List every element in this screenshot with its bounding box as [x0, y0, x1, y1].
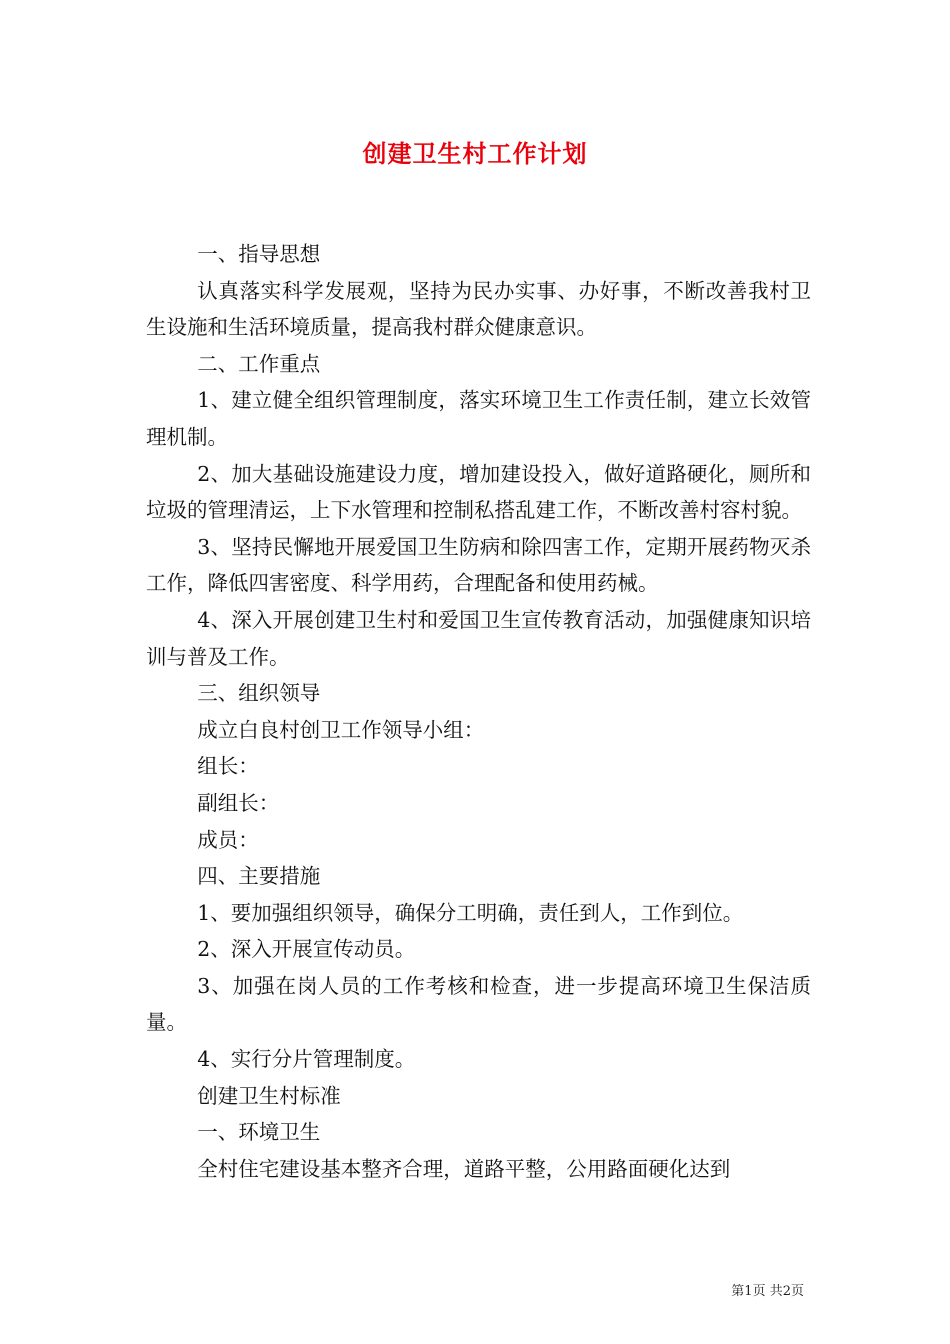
paragraph: 成立白良村创卫工作领导小组：: [197, 717, 485, 742]
paragraph: 2、加大基础设施建设力度，增加建设投入，做好道路硬化，厕所和垃圾的管理清运，上下水管理和控制私搭乱建工作，不断改善村容村貌。: [146, 461, 811, 523]
section-heading-work-focus: 二、工作重点: [197, 351, 321, 376]
section-heading-environment: 一、环境卫生: [197, 1120, 321, 1145]
footer-prefix: 第: [731, 1284, 745, 1299]
footer-suffix: 页: [790, 1284, 804, 1299]
section-heading-leadership: 三、组织领导: [197, 681, 321, 706]
section-heading-standards: 创建卫生村标准: [197, 1083, 341, 1108]
paragraph: 4、深入开展创建卫生村和爱国卫生宣传教育活动，加强健康知识培训与普及工作。: [146, 607, 811, 669]
paragraph: 1、建立健全组织管理制度，落实环境卫生工作责任制，建立长效管理机制。: [146, 388, 811, 449]
section-heading-guiding-thought: 一、指导思想: [197, 242, 321, 266]
document-body: [146, 236, 811, 1187]
paragraph: 2、深入开展宣传动员。: [197, 937, 416, 962]
paragraph: 全村住宅建设基本整齐合理，道路平整，公用路面硬化达到: [197, 1156, 731, 1181]
footer-middle: 页 共: [752, 1284, 783, 1299]
deputy-leader-line: 副组长：: [197, 790, 280, 815]
footer-total-pages: 2: [782, 1284, 791, 1299]
footer-current-page: 1: [744, 1284, 753, 1299]
paragraph: 认真落实科学发展观，坚持为民办实事、办好事，不断改善我村卫生设施和生活环境质量，提高我村群众健康意识。: [146, 278, 811, 340]
page-footer: [731, 1280, 804, 1299]
paragraph: 4、实行分片管理制度。: [197, 1047, 416, 1072]
leader-line: 组长：: [197, 754, 259, 779]
paragraph: 3、坚持民懈地开展爱国卫生防病和除四害工作，定期开展药物灭杀工作，降低四害密度、科学用药，合理配备和使用药械。: [146, 534, 811, 596]
section-heading-measures: 四、主要措施: [197, 864, 321, 889]
page-title: 创建卫生村工作计划: [362, 139, 588, 168]
members-line: 成员：: [197, 827, 259, 852]
paragraph: 3、加强在岗人员的工作考核和检查，进一步提高环境卫生保洁质量。: [146, 973, 811, 1035]
paragraph: 1、要加强组织领导，确保分工明确，责任到人，工作到位。: [197, 900, 744, 925]
